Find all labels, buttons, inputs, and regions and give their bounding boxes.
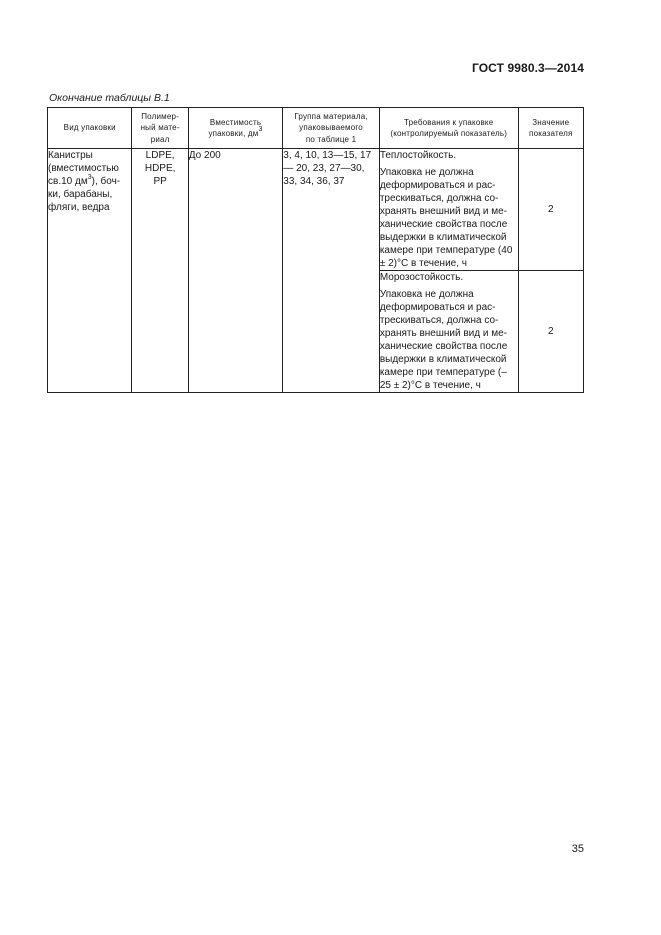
table-caption: Окончание таблицы В.1: [49, 92, 170, 104]
table-row: [48, 149, 584, 271]
document-standard-number: ГОСТ 9980.3—2014: [472, 61, 585, 75]
requirement-title: Теплостойкость.: [379, 150, 457, 161]
column-header-requirements: Требования к упаковке (контролируемый показатель): [379, 108, 518, 149]
cell-requirement-heat: [379, 149, 518, 271]
column-header-value: Значение показателя: [518, 108, 583, 149]
cell-capacity: До 200: [188, 149, 283, 393]
column-header-polymer: Полимер- ный мате- риал: [132, 108, 188, 149]
column-header-kind: Вид упаковки: [48, 108, 132, 149]
page-number: 35: [571, 843, 584, 855]
requirement-title: Морозостойкость.: [379, 272, 464, 283]
cell-requirement-frost: [379, 271, 518, 393]
cell-value-frost: 2: [518, 271, 583, 393]
column-header-capacity: Вместимость упаковки, $дм^3$: [188, 108, 283, 149]
cell-value-heat: 2: [518, 149, 583, 271]
cell-polymer: LDPE, HDPE, PP: [132, 149, 188, 393]
cell-group: 3, 4, 10, 13—15, 17— 20, 23, 27—30, 33, 34, 36, 37: [283, 149, 380, 393]
table-header-row: [48, 108, 584, 149]
cell-kind: Канистры (вместимостью св.10 $дм^3$), боч-ки, барабаны, фляги, ведра: [48, 149, 132, 393]
column-header-group: Группа материала, упаковываемого по таблице 1: [283, 108, 380, 149]
requirement-text: Упаковка не должна деформироваться и рас-трескиваться, должна со-хранять внешний вид и ме-ханические свойства после выдержки в климатической камере при температуре (40 ± 2)°С в течение, ч: [379, 167, 513, 269]
requirement-text: Упаковка не должна деформироваться и рас-трескиваться, должна со-хранять внешний вид и ме-ханические свойства после выдержки в климатической камере при температуре (– 25 ± 2)°С в течение, ч: [379, 289, 508, 391]
requirements-table: [47, 107, 584, 393]
